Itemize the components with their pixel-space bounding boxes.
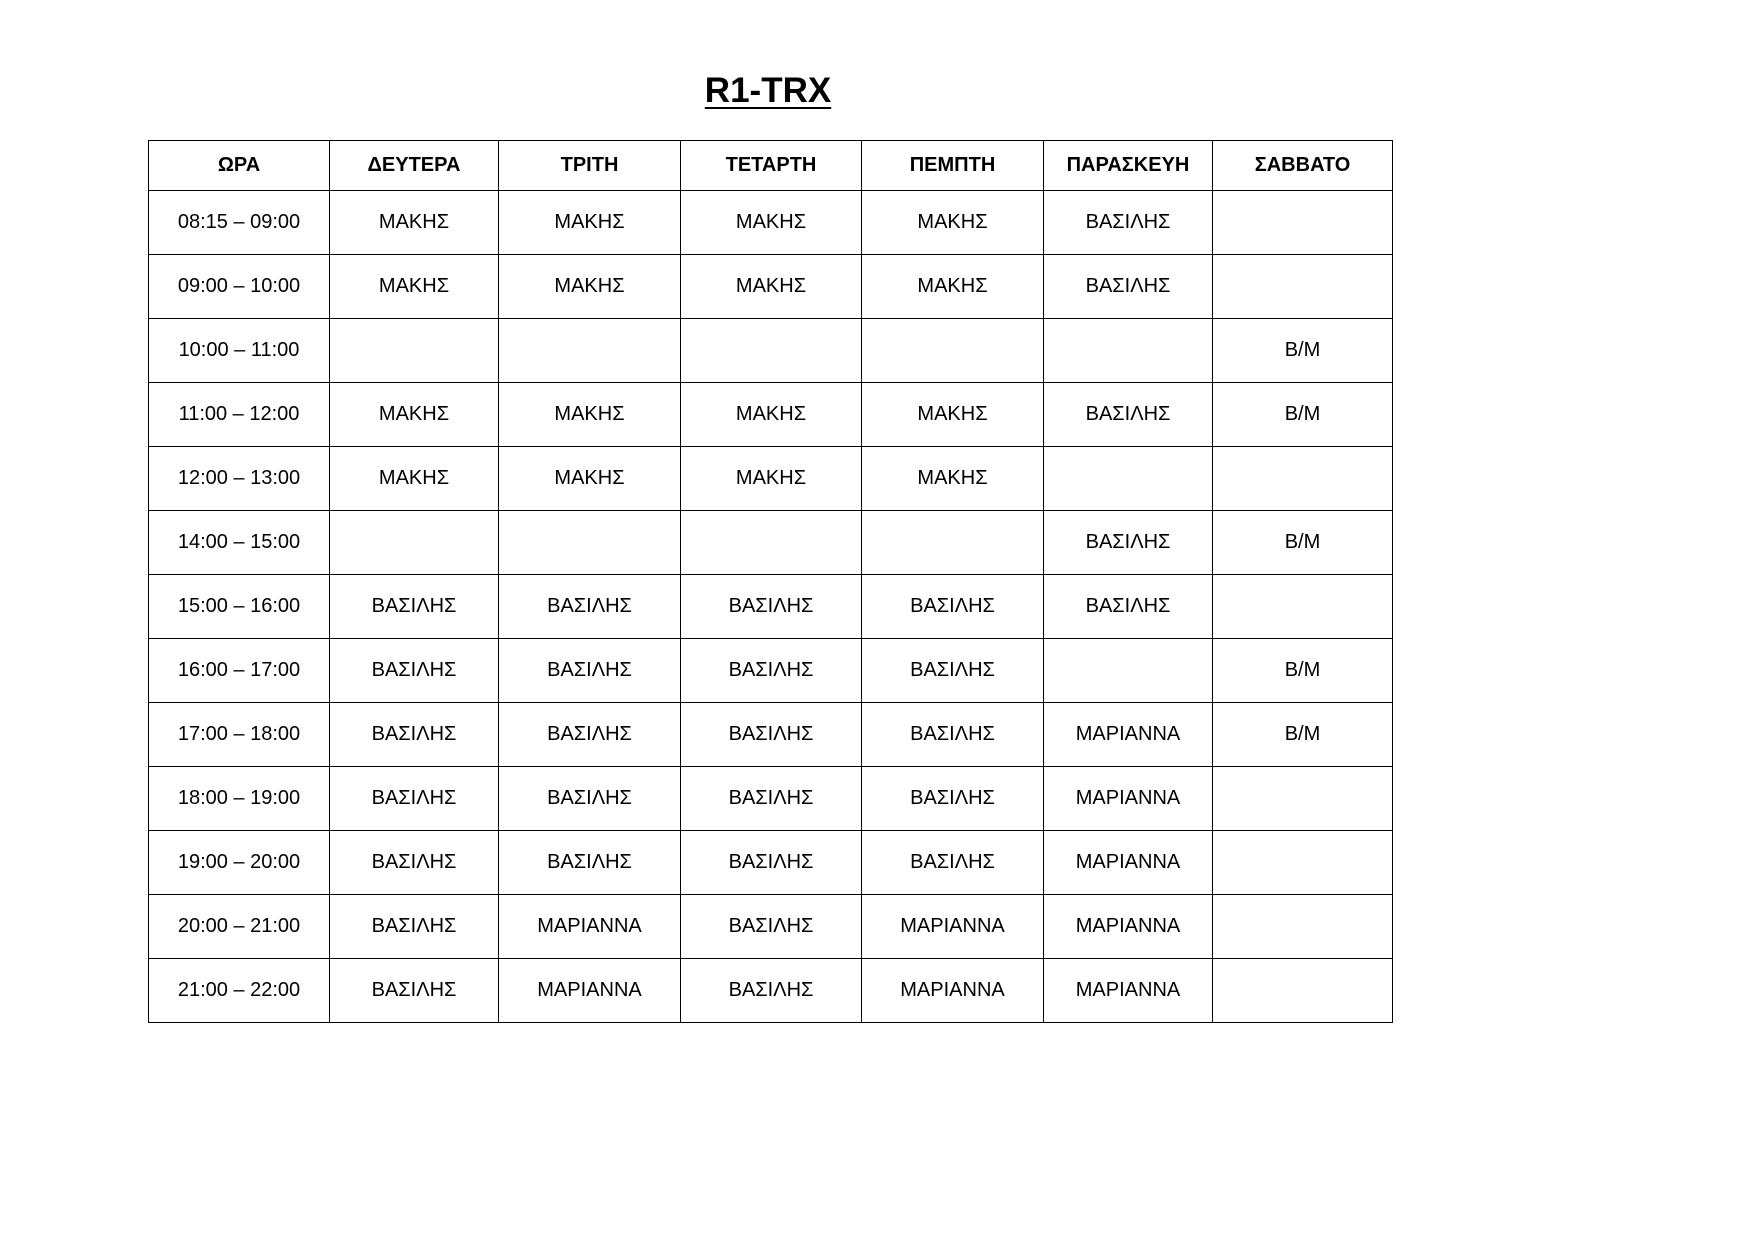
cell-time: 10:00 – 11:00 <box>149 319 330 383</box>
header-friday: ΠΑΡΑΣΚΕΥΗ <box>1044 141 1213 191</box>
table-row <box>149 703 1393 767</box>
cell-tuesday <box>499 319 681 383</box>
table-row <box>149 959 1393 1023</box>
cell-time: 21:00 – 22:00 <box>149 959 330 1023</box>
header-thursday: ΠΕΜΠΤΗ <box>862 141 1044 191</box>
cell-wednesday <box>681 511 862 575</box>
cell-wednesday: ΜΑΚΗΣ <box>681 447 862 511</box>
cell-tuesday <box>499 511 681 575</box>
cell-saturday: Β/Μ <box>1213 703 1393 767</box>
table-row <box>149 511 1393 575</box>
cell-saturday: Β/Μ <box>1213 383 1393 447</box>
cell-thursday <box>862 319 1044 383</box>
cell-wednesday: ΒΑΣΙΛΗΣ <box>681 575 862 639</box>
cell-friday: ΒΑΣΙΛΗΣ <box>1044 511 1213 575</box>
table-row <box>149 639 1393 703</box>
cell-time: 11:00 – 12:00 <box>149 383 330 447</box>
cell-tuesday: ΒΑΣΙΛΗΣ <box>499 703 681 767</box>
cell-thursday <box>862 511 1044 575</box>
header-row <box>149 141 1393 191</box>
cell-saturday: Β/Μ <box>1213 319 1393 383</box>
cell-wednesday: ΜΑΚΗΣ <box>681 255 862 319</box>
table-row <box>149 767 1393 831</box>
cell-time: 16:00 – 17:00 <box>149 639 330 703</box>
cell-tuesday: ΜΑΚΗΣ <box>499 191 681 255</box>
cell-wednesday: ΒΑΣΙΛΗΣ <box>681 767 862 831</box>
cell-thursday: ΜΑΚΗΣ <box>862 255 1044 319</box>
cell-tuesday: ΒΑΣΙΛΗΣ <box>499 831 681 895</box>
header-wednesday: ΤΕΤΑΡΤΗ <box>681 141 862 191</box>
table-row <box>149 191 1393 255</box>
cell-tuesday: ΜΑΚΗΣ <box>499 255 681 319</box>
cell-thursday: ΜΑΚΗΣ <box>862 447 1044 511</box>
table-row <box>149 255 1393 319</box>
cell-wednesday: ΒΑΣΙΛΗΣ <box>681 895 862 959</box>
cell-wednesday: ΒΑΣΙΛΗΣ <box>681 831 862 895</box>
cell-time: 15:00 – 16:00 <box>149 575 330 639</box>
cell-monday: ΒΑΣΙΛΗΣ <box>330 575 499 639</box>
cell-friday: ΒΑΣΙΛΗΣ <box>1044 383 1213 447</box>
cell-saturday <box>1213 255 1393 319</box>
cell-tuesday: ΜΑΚΗΣ <box>499 447 681 511</box>
table-row <box>149 831 1393 895</box>
cell-thursday: ΒΑΣΙΛΗΣ <box>862 639 1044 703</box>
cell-tuesday: ΜΑΡΙΑΝΝΑ <box>499 895 681 959</box>
cell-tuesday: ΒΑΣΙΛΗΣ <box>499 767 681 831</box>
cell-time: 17:00 – 18:00 <box>149 703 330 767</box>
cell-friday: ΜΑΡΙΑΝΝΑ <box>1044 895 1213 959</box>
cell-time: 19:00 – 20:00 <box>149 831 330 895</box>
schedule-table <box>148 140 1393 1023</box>
cell-tuesday: ΒΑΣΙΛΗΣ <box>499 639 681 703</box>
header-saturday: ΣΑΒΒΑΤΟ <box>1213 141 1393 191</box>
table-row <box>149 319 1393 383</box>
cell-time: 12:00 – 13:00 <box>149 447 330 511</box>
cell-monday: ΒΑΣΙΛΗΣ <box>330 895 499 959</box>
cell-time: 14:00 – 15:00 <box>149 511 330 575</box>
cell-friday: ΜΑΡΙΑΝΝΑ <box>1044 767 1213 831</box>
cell-wednesday <box>681 319 862 383</box>
table-row <box>149 895 1393 959</box>
cell-tuesday: ΜΑΚΗΣ <box>499 383 681 447</box>
cell-friday: ΜΑΡΙΑΝΝΑ <box>1044 703 1213 767</box>
cell-friday <box>1044 639 1213 703</box>
cell-thursday: ΒΑΣΙΛΗΣ <box>862 767 1044 831</box>
table-row <box>149 447 1393 511</box>
cell-thursday: ΜΑΚΗΣ <box>862 383 1044 447</box>
table-row <box>149 575 1393 639</box>
cell-monday: ΒΑΣΙΛΗΣ <box>330 639 499 703</box>
cell-saturday <box>1213 447 1393 511</box>
cell-monday <box>330 511 499 575</box>
cell-thursday: ΜΑΡΙΑΝΝΑ <box>862 959 1044 1023</box>
cell-monday: ΒΑΣΙΛΗΣ <box>330 959 499 1023</box>
cell-thursday: ΜΑΡΙΑΝΝΑ <box>862 895 1044 959</box>
cell-time: 20:00 – 21:00 <box>149 895 330 959</box>
cell-monday: ΜΑΚΗΣ <box>330 447 499 511</box>
page-title: R1-TRX <box>704 71 832 110</box>
cell-saturday <box>1213 191 1393 255</box>
cell-wednesday: ΒΑΣΙΛΗΣ <box>681 639 862 703</box>
cell-thursday: ΒΑΣΙΛΗΣ <box>862 831 1044 895</box>
cell-time: 18:00 – 19:00 <box>149 767 330 831</box>
cell-thursday: ΜΑΚΗΣ <box>862 191 1044 255</box>
cell-thursday: ΒΑΣΙΛΗΣ <box>862 575 1044 639</box>
cell-monday: ΜΑΚΗΣ <box>330 191 499 255</box>
schedule-body <box>149 191 1393 1023</box>
cell-saturday: Β/Μ <box>1213 511 1393 575</box>
header-time: ΩΡΑ <box>149 141 330 191</box>
cell-saturday <box>1213 895 1393 959</box>
cell-monday <box>330 319 499 383</box>
cell-saturday <box>1213 959 1393 1023</box>
cell-friday: ΒΑΣΙΛΗΣ <box>1044 191 1213 255</box>
cell-monday: ΒΑΣΙΛΗΣ <box>330 703 499 767</box>
cell-friday <box>1044 447 1213 511</box>
header-tuesday: ΤΡΙΤΗ <box>499 141 681 191</box>
cell-wednesday: ΜΑΚΗΣ <box>681 191 862 255</box>
cell-saturday <box>1213 575 1393 639</box>
cell-friday: ΒΑΣΙΛΗΣ <box>1044 575 1213 639</box>
cell-tuesday: ΒΑΣΙΛΗΣ <box>499 575 681 639</box>
cell-monday: ΜΑΚΗΣ <box>330 255 499 319</box>
cell-friday: ΒΑΣΙΛΗΣ <box>1044 255 1213 319</box>
cell-saturday <box>1213 831 1393 895</box>
cell-saturday: Β/Μ <box>1213 639 1393 703</box>
cell-friday <box>1044 319 1213 383</box>
cell-time: 08:15 – 09:00 <box>149 191 330 255</box>
cell-thursday: ΒΑΣΙΛΗΣ <box>862 703 1044 767</box>
cell-saturday <box>1213 767 1393 831</box>
cell-tuesday: ΜΑΡΙΑΝΝΑ <box>499 959 681 1023</box>
cell-wednesday: ΒΑΣΙΛΗΣ <box>681 703 862 767</box>
table-row <box>149 383 1393 447</box>
cell-time: 09:00 – 10:00 <box>149 255 330 319</box>
header-monday: ΔΕΥΤΕΡΑ <box>330 141 499 191</box>
cell-monday: ΜΑΚΗΣ <box>330 383 499 447</box>
cell-friday: ΜΑΡΙΑΝΝΑ <box>1044 959 1213 1023</box>
cell-wednesday: ΒΑΣΙΛΗΣ <box>681 959 862 1023</box>
cell-monday: ΒΑΣΙΛΗΣ <box>330 767 499 831</box>
cell-monday: ΒΑΣΙΛΗΣ <box>330 831 499 895</box>
cell-friday: ΜΑΡΙΑΝΝΑ <box>1044 831 1213 895</box>
cell-wednesday: ΜΑΚΗΣ <box>681 383 862 447</box>
